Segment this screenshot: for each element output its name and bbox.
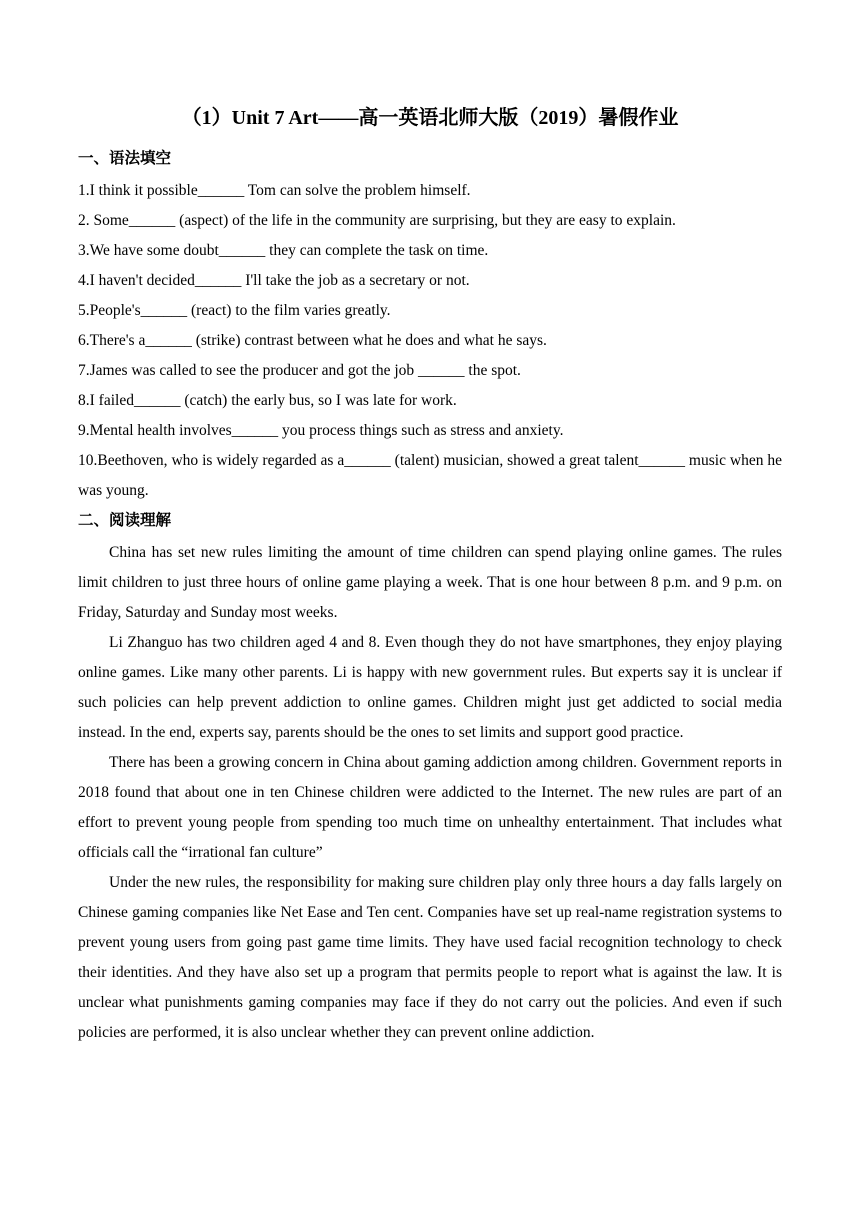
passage-paragraph: Li Zhanguo has two children aged 4 and 8. Even though they do not have smartphones, they enjoy playing online games. Like many other parents. Li is happy with new government rules. But experts say it is unclear if such policies can help prevent addiction to online games. Children might just get addicted to social media instead. In the end, experts say, parents should be the ones to set limits and support good practice. (78, 634, 782, 741)
question-item: 4.I haven't decided______ I'll take the job as a secretary or not. (78, 272, 470, 289)
question-item: 7.James was called to see the producer and got the job ______ the spot. (78, 362, 521, 379)
section-heading-grammar: 一、语法填空 (78, 149, 172, 167)
question-item: 10.Beethoven, who is widely regarded as a______ (talent) musician, showed a great talent______ music when he was young. (78, 452, 782, 499)
question-item: 3.We have some doubt______ they can complete the task on time. (78, 242, 489, 259)
passage-paragraph: Under the new rules, the responsibility for making sure children play only three hours a day falls largely on Chinese gaming companies like Net Ease and Ten cent. Companies have set up real-name registration systems to prevent young users from going past game time limits. They have used facial recognition technology to check their identities. And they have also set up a program that permits people to report what is against the law. It is unclear what punishments gaming companies may face if they do not carry out the policies. And even if such policies are performed, it is also unclear whether they can prevent online addiction. (78, 874, 782, 1041)
question-item: 1.I think it possible______ Tom can solve the problem himself. (78, 182, 471, 199)
question-item: 8.I failed______ (catch) the early bus, so I was late for work. (78, 392, 457, 409)
question-item: 6.There's a______ (strike) contrast between what he does and what he says. (78, 332, 547, 349)
reading-passage (78, 538, 782, 1048)
question-item: 5.People's______ (react) to the film varies greatly. (78, 302, 391, 319)
passage-paragraph: There has been a growing concern in China about gaming addiction among children. Government reports in 2018 found that about one in ten Chinese children were addicted to the Internet. The new rules are part of an effort to prevent young people from spending too much time on unhealthy entertainment. That includes what officials call the “irrational fan culture” (78, 754, 782, 861)
section-heading-reading: 二、阅读理解 (78, 511, 172, 529)
question-item: 9.Mental health involves______ you process things such as stress and anxiety. (78, 422, 564, 439)
passage-paragraph: China has set new rules limiting the amount of time children can spend playing online games. The rules limit children to just three hours of online game playing a week. That is one hour between 8 p.m. and 9 p.m. on Friday, Saturday and Sunday most weeks. (78, 544, 782, 621)
document-title: （1）Unit 7 Art——高一英语北师大版（2019）暑假作业 (181, 107, 679, 129)
question-list (78, 176, 782, 506)
question-item: 2. Some______ (aspect) of the life in the community are surprising, but they are easy to explain. (78, 212, 676, 229)
